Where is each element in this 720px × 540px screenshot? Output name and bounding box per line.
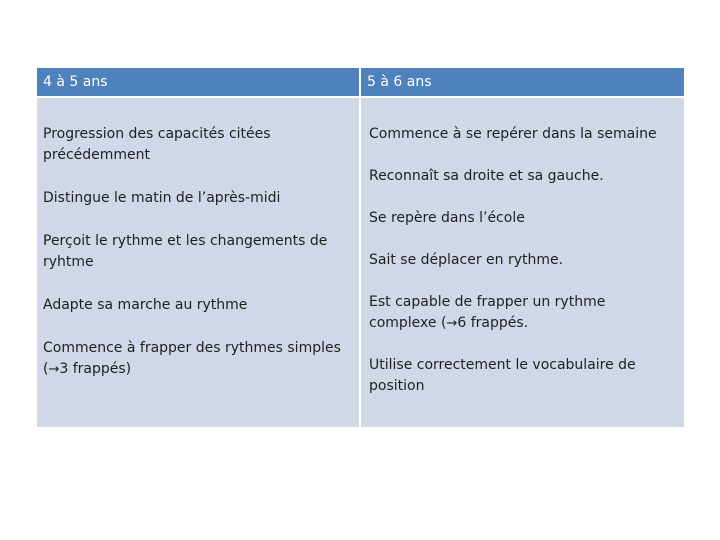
item-text: 6 frappés. <box>457 315 529 331</box>
item-text: 3 frappés) <box>59 361 132 377</box>
list-item: Distingue le matin de l’après-midi <box>43 190 281 206</box>
item-text: Est capable de frapper un rythme complexe ( <box>369 294 606 331</box>
cell-5-6-ans <box>361 98 684 427</box>
list-item: Adapte sa marche au rythme <box>43 297 248 313</box>
list-item: Perçoit le rythme et les changements de ryhtme <box>43 233 328 270</box>
list-item: Commence à se repérer dans la semaine <box>369 126 657 142</box>
arrow-right-icon: → <box>446 316 458 331</box>
list-item: Reconnaît sa droite et sa gauche. <box>369 168 604 184</box>
list-item <box>43 338 355 380</box>
item-text: Commence à frapper des rythmes simples ( <box>43 340 341 377</box>
list-item: Progression des capacités citées précédemment <box>43 126 271 163</box>
list-item: Se repère dans l’école <box>369 210 525 226</box>
competences-table <box>37 68 684 427</box>
list-item: Utilise correctement le vocabulaire de position <box>369 357 636 394</box>
list-item: Sait se déplacer en rythme. <box>369 252 564 268</box>
header-4-5-ans: 4 à 5 ans <box>37 68 359 96</box>
cell-4-5-ans <box>37 98 359 427</box>
header-5-6-ans: 5 à 6 ans <box>361 68 684 96</box>
arrow-right-icon: → <box>48 362 60 377</box>
list-item <box>369 292 624 334</box>
